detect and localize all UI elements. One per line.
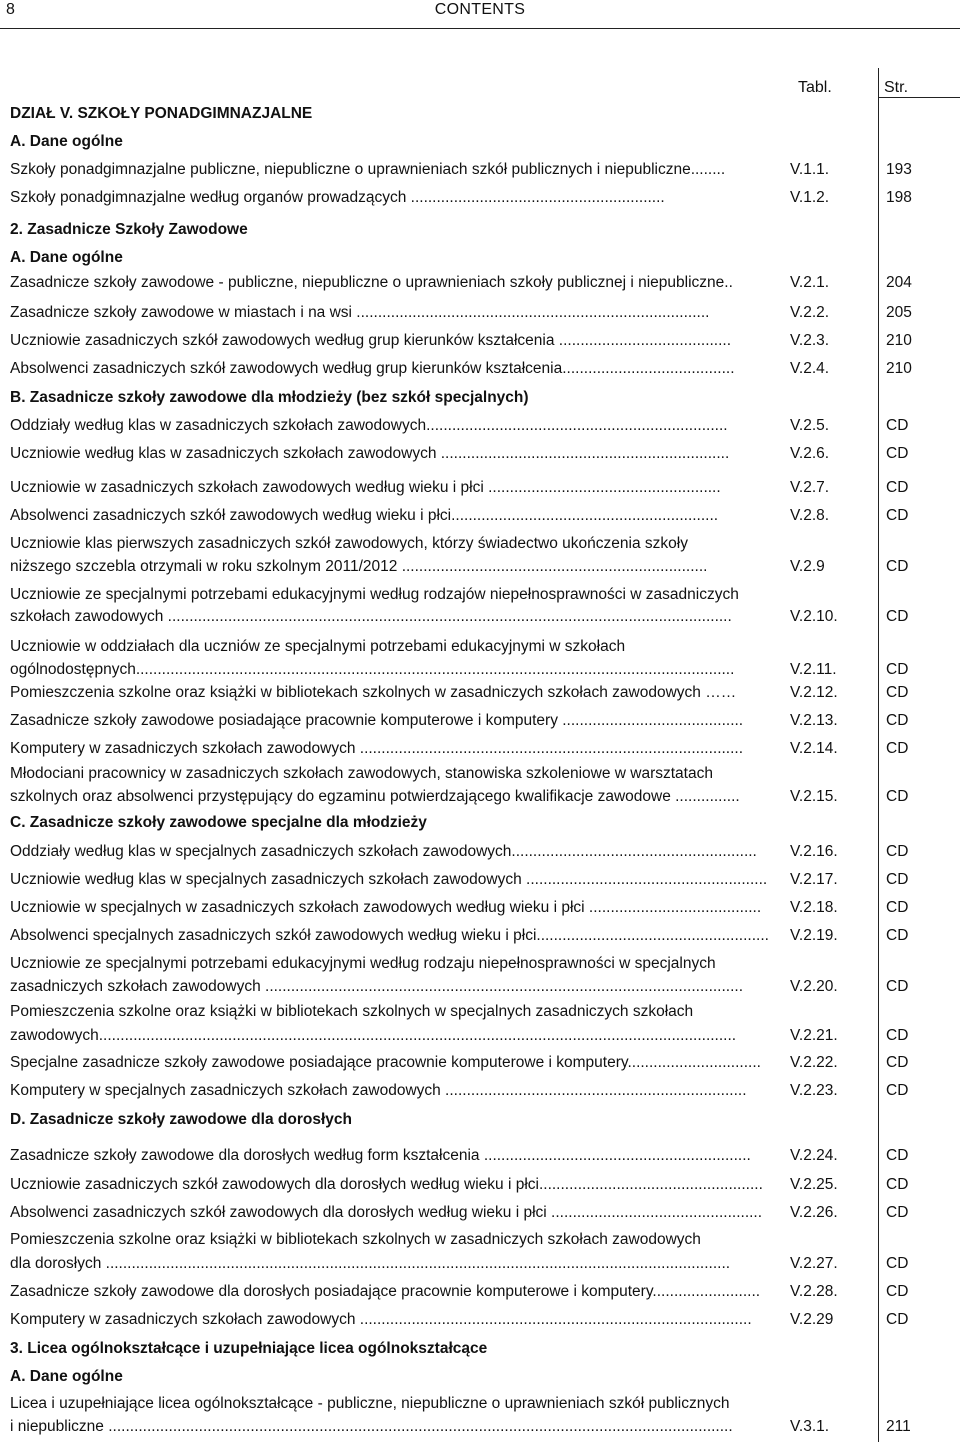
section-heading: 3. Licea ogólnokształcące i uzupełniające licea ogólnokształcące bbox=[10, 1340, 488, 1357]
table-number: V.2.21. bbox=[790, 1027, 838, 1044]
section-heading: A. Dane ogólne bbox=[10, 133, 123, 150]
table-number: V.2.10. bbox=[790, 608, 838, 625]
table-number: V.2.1. bbox=[790, 274, 830, 291]
section-heading: DZIAŁ V. SZKOŁY PONADGIMNAZJALNE bbox=[10, 105, 313, 122]
toc-entry-text: Młodociani pracownicy w zasadniczych szkołach zawodowych, stanowiska szkoleniowe w warsztatach bbox=[10, 765, 713, 782]
page-reference: CD bbox=[886, 1255, 909, 1272]
page-reference: CD bbox=[886, 558, 909, 575]
toc-entry-text: Absolwenci zasadniczych szkół zawodowych według grup kierunków kształcenia........................................ bbox=[10, 360, 735, 377]
toc-entry-text: zasadniczych szkołach zawodowych ............................................................................................................... bbox=[10, 978, 744, 995]
table-number: V.2.23. bbox=[790, 1082, 838, 1099]
table-number: V.2.7. bbox=[790, 479, 830, 496]
toc-entry-text: Pomieszczenia szkolne oraz książki w bibliotekach szkolnych w zasadniczych szkołach zawodowych …… bbox=[10, 684, 737, 701]
table-number: V.2.28. bbox=[790, 1283, 838, 1300]
table-number: V.2.4. bbox=[790, 360, 830, 377]
page-reference: CD bbox=[886, 978, 909, 995]
page-reference: CD bbox=[886, 712, 909, 729]
toc-entry-text: Licea i uzupełniające licea ogólnokształcące - publiczne, niepubliczne o uprawnieniach szkół publicznych bbox=[10, 1395, 730, 1412]
table-column-header: Tabl. bbox=[798, 79, 832, 96]
table-number: V.2.16. bbox=[790, 843, 838, 860]
toc-entry-text: zawodowych.................................................................................................................................................... bbox=[10, 1027, 737, 1044]
table-number: V.2.9 bbox=[790, 558, 825, 575]
toc-entry-text: Pomieszczenia szkolne oraz książki w bibliotekach szkolnych w specjalnych zasadniczych szkołach bbox=[10, 1003, 694, 1020]
toc-entry-text: Absolwenci zasadniczych szkół zawodowych dla dorosłych według wieku i płci ................................................. bbox=[10, 1204, 763, 1221]
page-reference: CD bbox=[886, 740, 909, 757]
toc-entry-text: Zasadnicze szkoły zawodowe dla dorosłych posiadające pracownie komputerowe i komputery......................... bbox=[10, 1283, 761, 1300]
table-number: V.2.26. bbox=[790, 1204, 838, 1221]
toc-entry-text: Oddziały według klas w zasadniczych szkołach zawodowych...................................................................... bbox=[10, 417, 728, 434]
page-reference: CD bbox=[886, 843, 909, 860]
toc-entry-text: Absolwenci zasadniczych szkół zawodowych według wieku i płci.............................................................. bbox=[10, 507, 719, 524]
table-number: V.2.15. bbox=[790, 788, 838, 805]
toc-entry-text: Uczniowie według klas w specjalnych zasadniczych szkołach zawodowych ........................................................ bbox=[10, 871, 768, 888]
toc-entry-text: Komputery w specjalnych zasadniczych szkołach zawodowych ...................................................................... bbox=[10, 1082, 747, 1099]
page-number: 8 bbox=[6, 1, 15, 18]
table-number: V.2.13. bbox=[790, 712, 838, 729]
table-number: V.2.3. bbox=[790, 332, 830, 349]
table-number: V.2.12. bbox=[790, 684, 838, 701]
toc-entry-text: ogólnodostępnych........................................................................................................................................... bbox=[10, 661, 735, 678]
toc-entry-text: szkolnych oraz absolwenci przystępujący do egzaminu potwierdzającego kwalifikacje zawodowe ............... bbox=[10, 788, 740, 805]
toc-entry-text: szkołach zawodowych ................................................................................................................................... bbox=[10, 608, 732, 625]
page-column-header: Str. bbox=[884, 79, 909, 96]
table-number: V.2.29 bbox=[790, 1311, 834, 1328]
page-reference: CD bbox=[886, 417, 909, 434]
section-heading: A. Dane ogólne bbox=[10, 249, 123, 266]
toc-entry-text: Szkoły ponadgimnazjalne według organów prowadzących ........................................................... bbox=[10, 189, 665, 206]
table-number: V.2.14. bbox=[790, 740, 838, 757]
section-heading: D. Zasadnicze szkoły zawodowe dla dorosłych bbox=[10, 1111, 352, 1128]
page-reference: 198 bbox=[886, 189, 912, 206]
page-reference: CD bbox=[886, 684, 909, 701]
toc-entry-text: Uczniowie ze specjalnymi potrzebami edukacyjnymi według rodzajów niepełnosprawności w zasadniczych bbox=[10, 586, 739, 603]
toc-entry-text: Uczniowie w specjalnych w zasadniczych szkołach zawodowych według wieku i płci ........................................ bbox=[10, 899, 762, 916]
toc-entry-text: Uczniowie klas pierwszych zasadniczych szkół zawodowych, którzy świadectwo ukończenia szkoły bbox=[10, 535, 688, 552]
toc-entry-text: Zasadnicze szkoły zawodowe posiadające pracownie komputerowe i komputery .......................................... bbox=[10, 712, 744, 729]
page-reference: CD bbox=[886, 927, 909, 944]
table-number: V.2.11. bbox=[790, 661, 837, 678]
toc-entry-text: niższego szczebla otrzymali w roku szkolnym 2011/2012 ....................................................................... bbox=[10, 558, 708, 575]
page-reference: CD bbox=[886, 1311, 909, 1328]
table-number: V.2.5. bbox=[790, 417, 830, 434]
header-rule bbox=[0, 28, 960, 29]
toc-entry-text: Uczniowie zasadniczych szkół zawodowych dla dorosłych według wieku i płci.................................................... bbox=[10, 1176, 763, 1193]
toc-entry-text: Uczniowie ze specjalnymi potrzebami edukacyjnymi według rodzaju niepełnosprawności w specjalnych bbox=[10, 955, 716, 972]
toc-entry-text: Szkoły ponadgimnazjalne publiczne, niepubliczne o uprawnieniach szkół publicznych i niepubliczne........ bbox=[10, 161, 726, 178]
page-reference: CD bbox=[886, 788, 909, 805]
table-number: V.1.1. bbox=[790, 161, 830, 178]
page-title: CONTENTS bbox=[434, 1, 526, 18]
toc-entry-text: Absolwenci specjalnych zasadniczych szkół zawodowych według wieku i płci...................................................... bbox=[10, 927, 769, 944]
page-reference: CD bbox=[886, 661, 909, 678]
table-number: V.2.18. bbox=[790, 899, 838, 916]
page-reference: CD bbox=[886, 1176, 909, 1193]
table-number: V.2.17. bbox=[790, 871, 838, 888]
toc-entry-text: Oddziały według klas w specjalnych zasadniczych szkołach zawodowych......................................................... bbox=[10, 843, 757, 860]
toc-entry-text: Uczniowie w oddziałach dla uczniów ze specjalnymi potrzebami edukacyjnymi w szkołach bbox=[10, 638, 626, 655]
page-reference: CD bbox=[886, 445, 909, 462]
page-reference: CD bbox=[886, 1283, 909, 1300]
page-reference: 210 bbox=[886, 332, 912, 349]
toc-entry-text: Uczniowie w zasadniczych szkołach zawodowych według wieku i płci ...................................................... bbox=[10, 479, 721, 496]
section-heading: C. Zasadnicze szkoły zawodowe specjalne dla młodzieży bbox=[10, 814, 427, 831]
page-reference: CD bbox=[886, 1204, 909, 1221]
page-reference: 193 bbox=[886, 161, 912, 178]
toc-entry-text: Uczniowie zasadniczych szkół zawodowych według grup kierunków kształcenia ........................................ bbox=[10, 332, 732, 349]
toc-entry-text: Zasadnicze szkoły zawodowe w miastach i na wsi .................................................................................. bbox=[10, 304, 710, 321]
page-reference: CD bbox=[886, 1054, 909, 1071]
table-number: V.2.20. bbox=[790, 978, 838, 995]
toc-entry-text: dla dorosłych ................................................................................................................................................. bbox=[10, 1255, 731, 1272]
table-number: V.2.8. bbox=[790, 507, 830, 524]
page-column-divider bbox=[878, 68, 879, 1442]
table-number: V.2.2. bbox=[790, 304, 830, 321]
page-reference: CD bbox=[886, 507, 909, 524]
table-number: V.1.2. bbox=[790, 189, 830, 206]
page-reference: CD bbox=[886, 479, 909, 496]
table-number: V.2.6. bbox=[790, 445, 830, 462]
table-number: V.2.27. bbox=[790, 1255, 838, 1272]
toc-entry-text: Komputery w zasadniczych szkołach zawodowych ........................................................................................... bbox=[10, 1311, 752, 1328]
toc-entry-text: Specjalne zasadnicze szkoły zawodowe posiadające pracownie komputerowe i komputery............................... bbox=[10, 1054, 761, 1071]
page-reference: CD bbox=[886, 871, 909, 888]
page-reference: 211 bbox=[886, 1418, 911, 1435]
page-reference: 204 bbox=[886, 274, 912, 291]
page-reference: CD bbox=[886, 1082, 909, 1099]
table-number: V.2.22. bbox=[790, 1054, 838, 1071]
page-reference: 205 bbox=[886, 304, 912, 321]
table-number: V.2.24. bbox=[790, 1147, 838, 1164]
page-reference: CD bbox=[886, 608, 909, 625]
page-reference: CD bbox=[886, 1147, 909, 1164]
table-number: V.2.25. bbox=[790, 1176, 838, 1193]
toc-entry-text: i niepubliczne ................................................................................................................................................. bbox=[10, 1418, 733, 1435]
toc-entry-text: Zasadnicze szkoły zawodowe dla dorosłych według form kształcenia .............................................................. bbox=[10, 1147, 751, 1164]
toc-entry-text: Komputery w zasadniczych szkołach zawodowych ......................................................................................... bbox=[10, 740, 744, 757]
page-reference: CD bbox=[886, 899, 909, 916]
page-reference: 210 bbox=[886, 360, 912, 377]
table-number: V.3.1. bbox=[790, 1418, 830, 1435]
toc-entry-text: Uczniowie według klas w zasadniczych szkołach zawodowych ................................................................... bbox=[10, 445, 730, 462]
toc-entry-text: Pomieszczenia szkolne oraz książki w bibliotekach szkolnych w zasadniczych szkołach zawodowych bbox=[10, 1231, 701, 1248]
table-number: V.2.19. bbox=[790, 927, 838, 944]
page-reference: CD bbox=[886, 1027, 909, 1044]
toc-entry-text: Zasadnicze szkoły zawodowe - publiczne, niepubliczne o uprawnieniach szkoły publicznej i niepubliczne.. bbox=[10, 274, 733, 291]
section-heading: B. Zasadnicze szkoły zawodowe dla młodzieży (bez szkół specjalnych) bbox=[10, 389, 529, 406]
section-heading: 2. Zasadnicze Szkoły Zawodowe bbox=[10, 221, 248, 238]
section-heading: A. Dane ogólne bbox=[10, 1368, 123, 1385]
